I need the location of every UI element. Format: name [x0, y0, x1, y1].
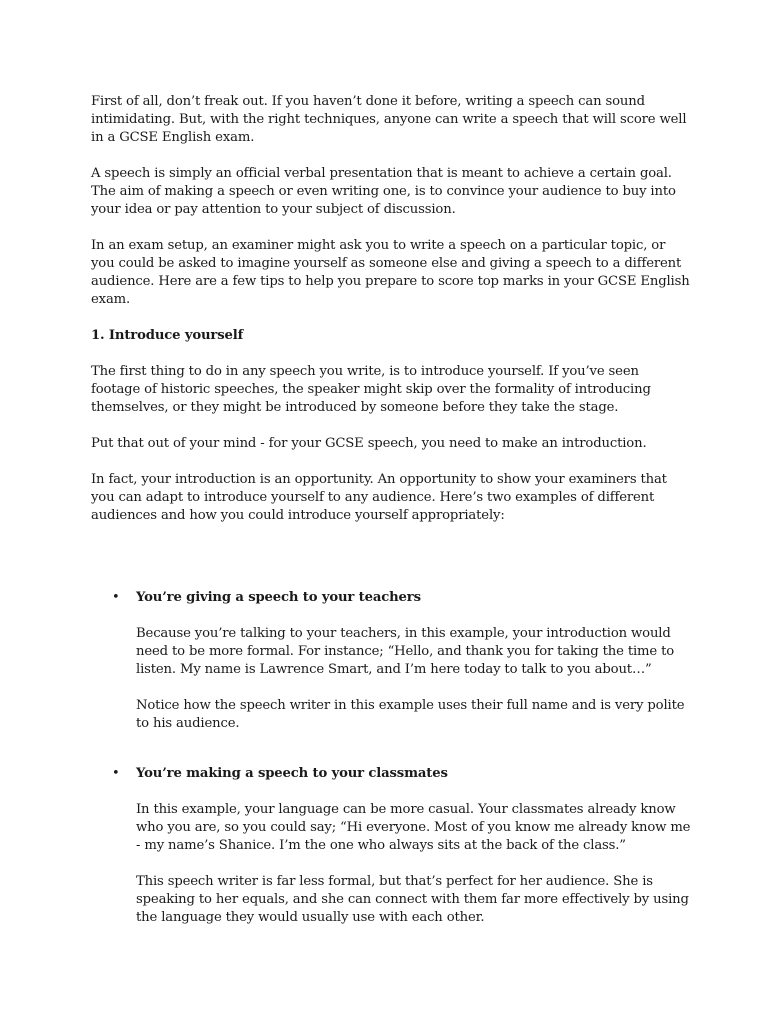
- spacer: [91, 543, 691, 589]
- bullet-paragraph: Notice how the speech writer in this example uses their full name and is very polite to his audience.: [136, 698, 685, 731]
- bullet-item-teachers: [91, 589, 691, 733]
- bullet-paragraph: This speech writer is far less formal, but that’s perfect for her audience. She is speaking to her equals, and she can connect with them far more effectively by using the language they would usually use with each other.: [136, 874, 689, 925]
- spacer: [91, 751, 691, 765]
- section-paragraph-3: In fact, your introduction is an opportunity. An opportunity to show your examiners that you can adapt to introduce yourself to any audience. Here’s two examples of different audiences and how you could introduce yourself appropriately:: [91, 472, 667, 523]
- section-heading: 1. Introduce yourself: [91, 328, 244, 343]
- intro-paragraph-2: A speech is simply an official verbal presentation that is meant to achieve a certain goal. The aim of making a speech or even writing one, is to convince your audience to buy into your idea or pay attention to your subject of discussion.: [91, 166, 676, 217]
- bullet-title: You’re making a speech to your classmates: [136, 766, 448, 781]
- document-page: [91, 93, 691, 945]
- section-paragraph-2: Put that out of your mind - for your GCSE speech, you need to make an introduction.: [91, 436, 647, 451]
- intro-paragraph-1: First of all, don’t freak out. If you haven’t done it before, writing a speech can sound intimidating. But, with the right techniques, anyone can write a speech that will score well in a GCSE English exam.: [91, 94, 687, 145]
- bullet-marker: •: [112, 590, 120, 605]
- bullet-paragraph: In this example, your language can be more casual. Your classmates already know who you are, so you could say; “Hi everyone. Most of you know me already know me - my name’s Shanice. I’m the one who always sits at the back of the class.”: [136, 802, 691, 853]
- bullet-title: You’re giving a speech to your teachers: [136, 590, 421, 605]
- bullet-item-classmates: [91, 765, 691, 927]
- section-paragraph-1: The first thing to do in any speech you write, is to introduce yourself. If you’ve seen footage of historic speeches, the speaker might skip over the formality of introducing themselves, or they might be introduced by someone before they take the stage.: [91, 364, 651, 415]
- bullet-marker: •: [112, 766, 120, 781]
- intro-paragraph-3: In an exam setup, an examiner might ask you to write a speech on a particular topic, or you could be asked to imagine yourself as someone else and giving a speech to a different audience. Here are a few tips to help you prepare to score top marks in your GCSE English exam.: [91, 238, 690, 307]
- bullet-paragraph: Because you’re talking to your teachers, in this example, your introduction would need to be more formal. For instance; “Hello, and thank you for taking the time to listen. My name is Lawrence Smart, and I’m here today to talk to you about…”: [136, 626, 675, 677]
